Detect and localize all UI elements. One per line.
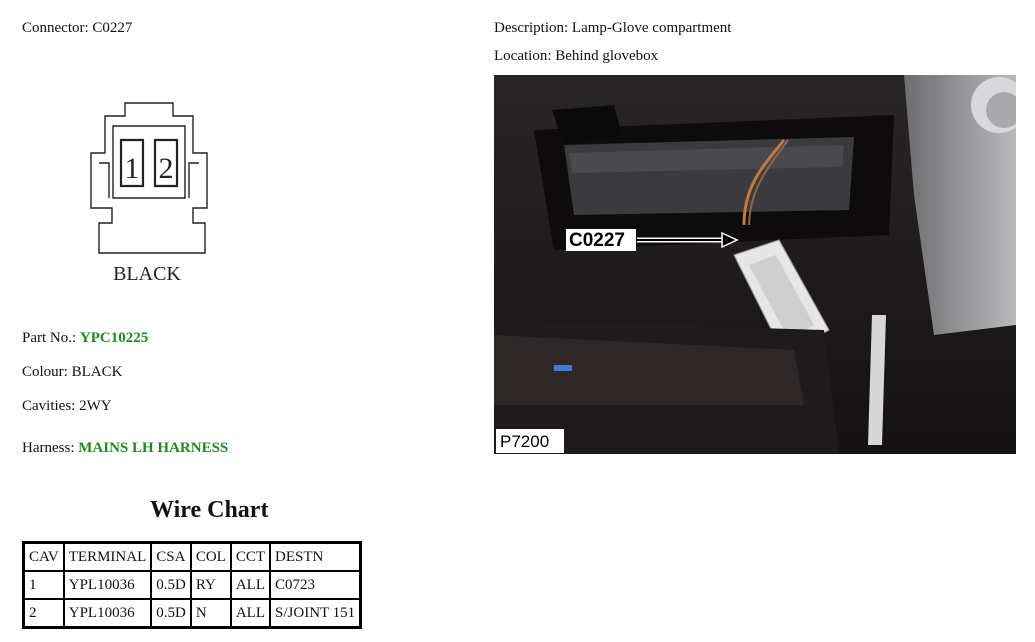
cell-col: RY [191, 571, 231, 599]
cell-cct: ALL [231, 599, 270, 628]
cell-col: N [191, 599, 231, 628]
table-row [24, 571, 361, 599]
colour-line [22, 364, 122, 381]
harness-label: Harness: [22, 440, 75, 456]
cell-terminal: YPL10036 [64, 599, 152, 628]
location-photo [494, 75, 1016, 454]
description-line [494, 20, 731, 37]
location-value: Behind glovebox [555, 48, 659, 64]
pin2-label: 2 [158, 152, 174, 185]
cavities-value: 2WY [79, 398, 112, 414]
cell-csa: 0.5D [151, 571, 191, 599]
wire-chart-title: Wire Chart [150, 497, 269, 523]
location-line [494, 48, 658, 65]
cell-cct: ALL [231, 571, 270, 599]
cell-cav: 1 [24, 571, 64, 599]
wire-chart-header-row [24, 543, 361, 572]
cavities-line [22, 398, 112, 415]
cell-cav: 2 [24, 599, 64, 628]
connector-drawing [85, 98, 215, 293]
description-value: Lamp-Glove compartment [571, 20, 732, 36]
connector-label: Connector: [22, 20, 89, 36]
header-csa: CSA [151, 543, 191, 572]
harness-line [22, 440, 228, 457]
photo-ref-label: P7200 [500, 432, 550, 451]
description-label: Description: [494, 20, 569, 36]
cell-destn: S/JOINT 151 [270, 599, 361, 628]
colour-label: Colour: [22, 364, 68, 380]
table-row [24, 599, 361, 628]
pin1-label: 1 [124, 152, 140, 185]
connector-value: C0227 [92, 20, 133, 36]
header-destn: DESTN [270, 543, 361, 572]
part-no-value: YPC10225 [79, 330, 149, 346]
wire-chart-table [22, 541, 362, 629]
part-no-line [22, 330, 148, 347]
colour-value: BLACK [71, 364, 123, 380]
header-cct: CCT [231, 543, 270, 572]
header-cav: CAV [24, 543, 64, 572]
connector-line [22, 20, 132, 37]
photo-callout-label: C0227 [569, 230, 625, 251]
cavities-label: Cavities: [22, 398, 76, 414]
cell-terminal: YPL10036 [64, 571, 152, 599]
cell-csa: 0.5D [151, 599, 191, 628]
glovebox-photo-illustration [494, 75, 1016, 454]
header-terminal: TERMINAL [64, 543, 152, 572]
diagram-color-label: BLACK [113, 263, 181, 285]
header-col: COL [191, 543, 231, 572]
cell-destn: C0723 [270, 571, 361, 599]
harness-value: MAINS LH HARNESS [78, 440, 229, 456]
location-label: Location: [494, 48, 552, 64]
part-no-label: Part No.: [22, 330, 77, 346]
